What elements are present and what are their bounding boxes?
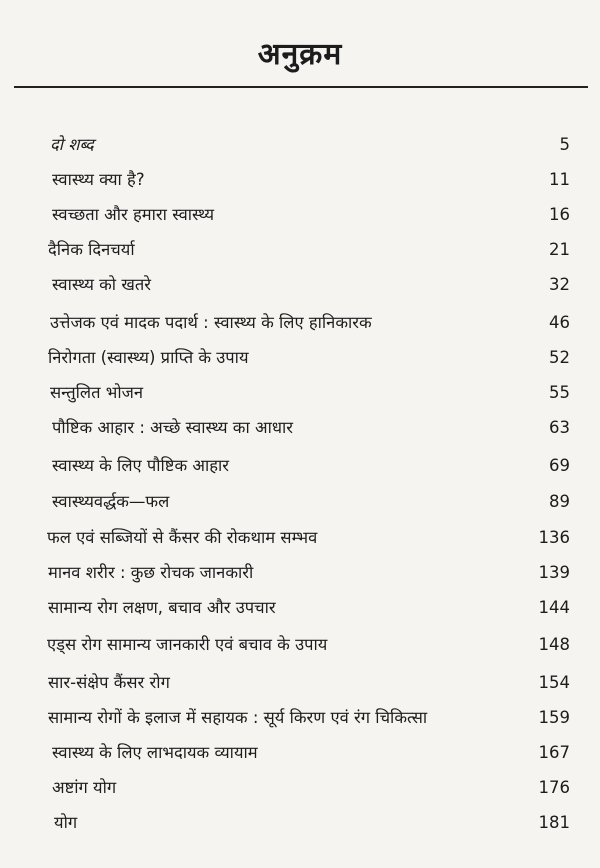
toc-entry-title: अष्टांग योग — [52, 778, 117, 797]
toc-entry — [0, 378, 600, 408]
page-title: अनुक्रम — [257, 37, 343, 72]
title-divider — [14, 86, 588, 88]
toc-entry — [0, 235, 600, 265]
toc-entry-page-number: 159 — [538, 708, 570, 727]
toc-entry-page-number: 55 — [549, 383, 570, 402]
toc-entry — [0, 773, 600, 803]
toc-entry-page-number: 154 — [538, 673, 570, 692]
toc-entry-page-number: 21 — [549, 240, 570, 259]
toc-entry-title: एड्स रोग सामान्य जानकारी एवं बचाव के उपाय — [47, 635, 328, 654]
toc-entry-page-number: 167 — [538, 743, 570, 762]
toc-entry-title: स्वास्थ्य के लिए लाभदायक व्यायाम — [52, 743, 258, 762]
toc-entry — [0, 308, 600, 338]
toc-entry-page-number: 176 — [538, 778, 570, 797]
toc-entry-title: सन्तुलित भोजन — [50, 383, 144, 402]
toc-entry-title: निरोगता (स्वास्थ्य) प्राप्ति के उपाय — [48, 348, 249, 367]
toc-entry-page-number: 181 — [538, 813, 570, 832]
toc-entry-title: पौष्टिक आहार : अच्छे स्वास्थ्य का आधार — [52, 418, 294, 437]
toc-entry-title: स्वास्थ्यवर्द्धक—फल — [52, 492, 170, 511]
toc-entry-page-number: 52 — [549, 348, 570, 367]
toc-entry — [0, 558, 600, 588]
toc-entry-title: सामान्य रोग लक्षण, बचाव और उपचार — [48, 598, 276, 617]
toc-entry-title: स्वास्थ्य क्या है? — [52, 170, 145, 189]
toc-entry-title: स्वास्थ्य के लिए पौष्टिक आहार — [52, 456, 230, 475]
toc-entry — [0, 808, 600, 838]
toc-entry — [0, 343, 600, 373]
toc-entry — [0, 630, 600, 660]
toc-entry-page-number: 136 — [538, 528, 570, 547]
toc-entry-title: मानव शरीर : कुछ रोचक जानकारी — [48, 563, 254, 582]
toc-entry-page-number: 89 — [549, 492, 570, 511]
toc-entry — [0, 668, 600, 698]
toc-entry — [0, 593, 600, 623]
toc-entry — [0, 451, 600, 481]
toc-entry-page-number: 69 — [549, 456, 570, 475]
toc-entry — [0, 130, 600, 160]
toc-entry-title: दो शब्द — [50, 135, 94, 154]
toc-entry — [0, 703, 600, 733]
toc-entry-title: सामान्य रोगों के इलाज में सहायक : सूर्य किरण एवं रंग चिकित्सा — [48, 708, 428, 727]
toc-entry-page-number: 139 — [538, 563, 570, 582]
toc-entry-title: स्वास्थ्य को खतरे — [52, 275, 151, 294]
toc-entry-page-number: 32 — [549, 275, 570, 294]
toc-entry-page-number: 11 — [549, 170, 570, 189]
toc-entry — [0, 200, 600, 230]
toc-entry-title: उत्तेजक एवं मादक पदार्थ : स्वास्थ्य के लिए हानिकारक — [50, 313, 372, 332]
toc-entry-page-number: 63 — [549, 418, 570, 437]
toc-entry-page-number: 148 — [538, 635, 570, 654]
toc-entry-page-number: 46 — [549, 313, 570, 332]
toc-entry — [0, 413, 600, 443]
toc-entry — [0, 738, 600, 768]
toc-entry-page-number: 5 — [559, 135, 570, 154]
toc-entry-title: फल एवं सब्जियों से कैंसर की रोकथाम सम्भव — [47, 528, 318, 547]
toc-entry-page-number: 16 — [549, 205, 570, 224]
toc-entry-title: सार-संक्षेप कैंसर रोग — [48, 673, 170, 692]
toc-entry — [0, 270, 600, 300]
toc-entry-page-number: 144 — [538, 598, 570, 617]
toc-entry — [0, 523, 600, 553]
toc-entry-title: योग — [54, 813, 78, 832]
toc-entry-title: स्वच्छता और हमारा स्वास्थ्य — [52, 205, 215, 224]
toc-entry — [0, 487, 600, 517]
toc-entry-title: दैनिक दिनचर्या — [48, 240, 135, 259]
toc-entry — [0, 165, 600, 195]
